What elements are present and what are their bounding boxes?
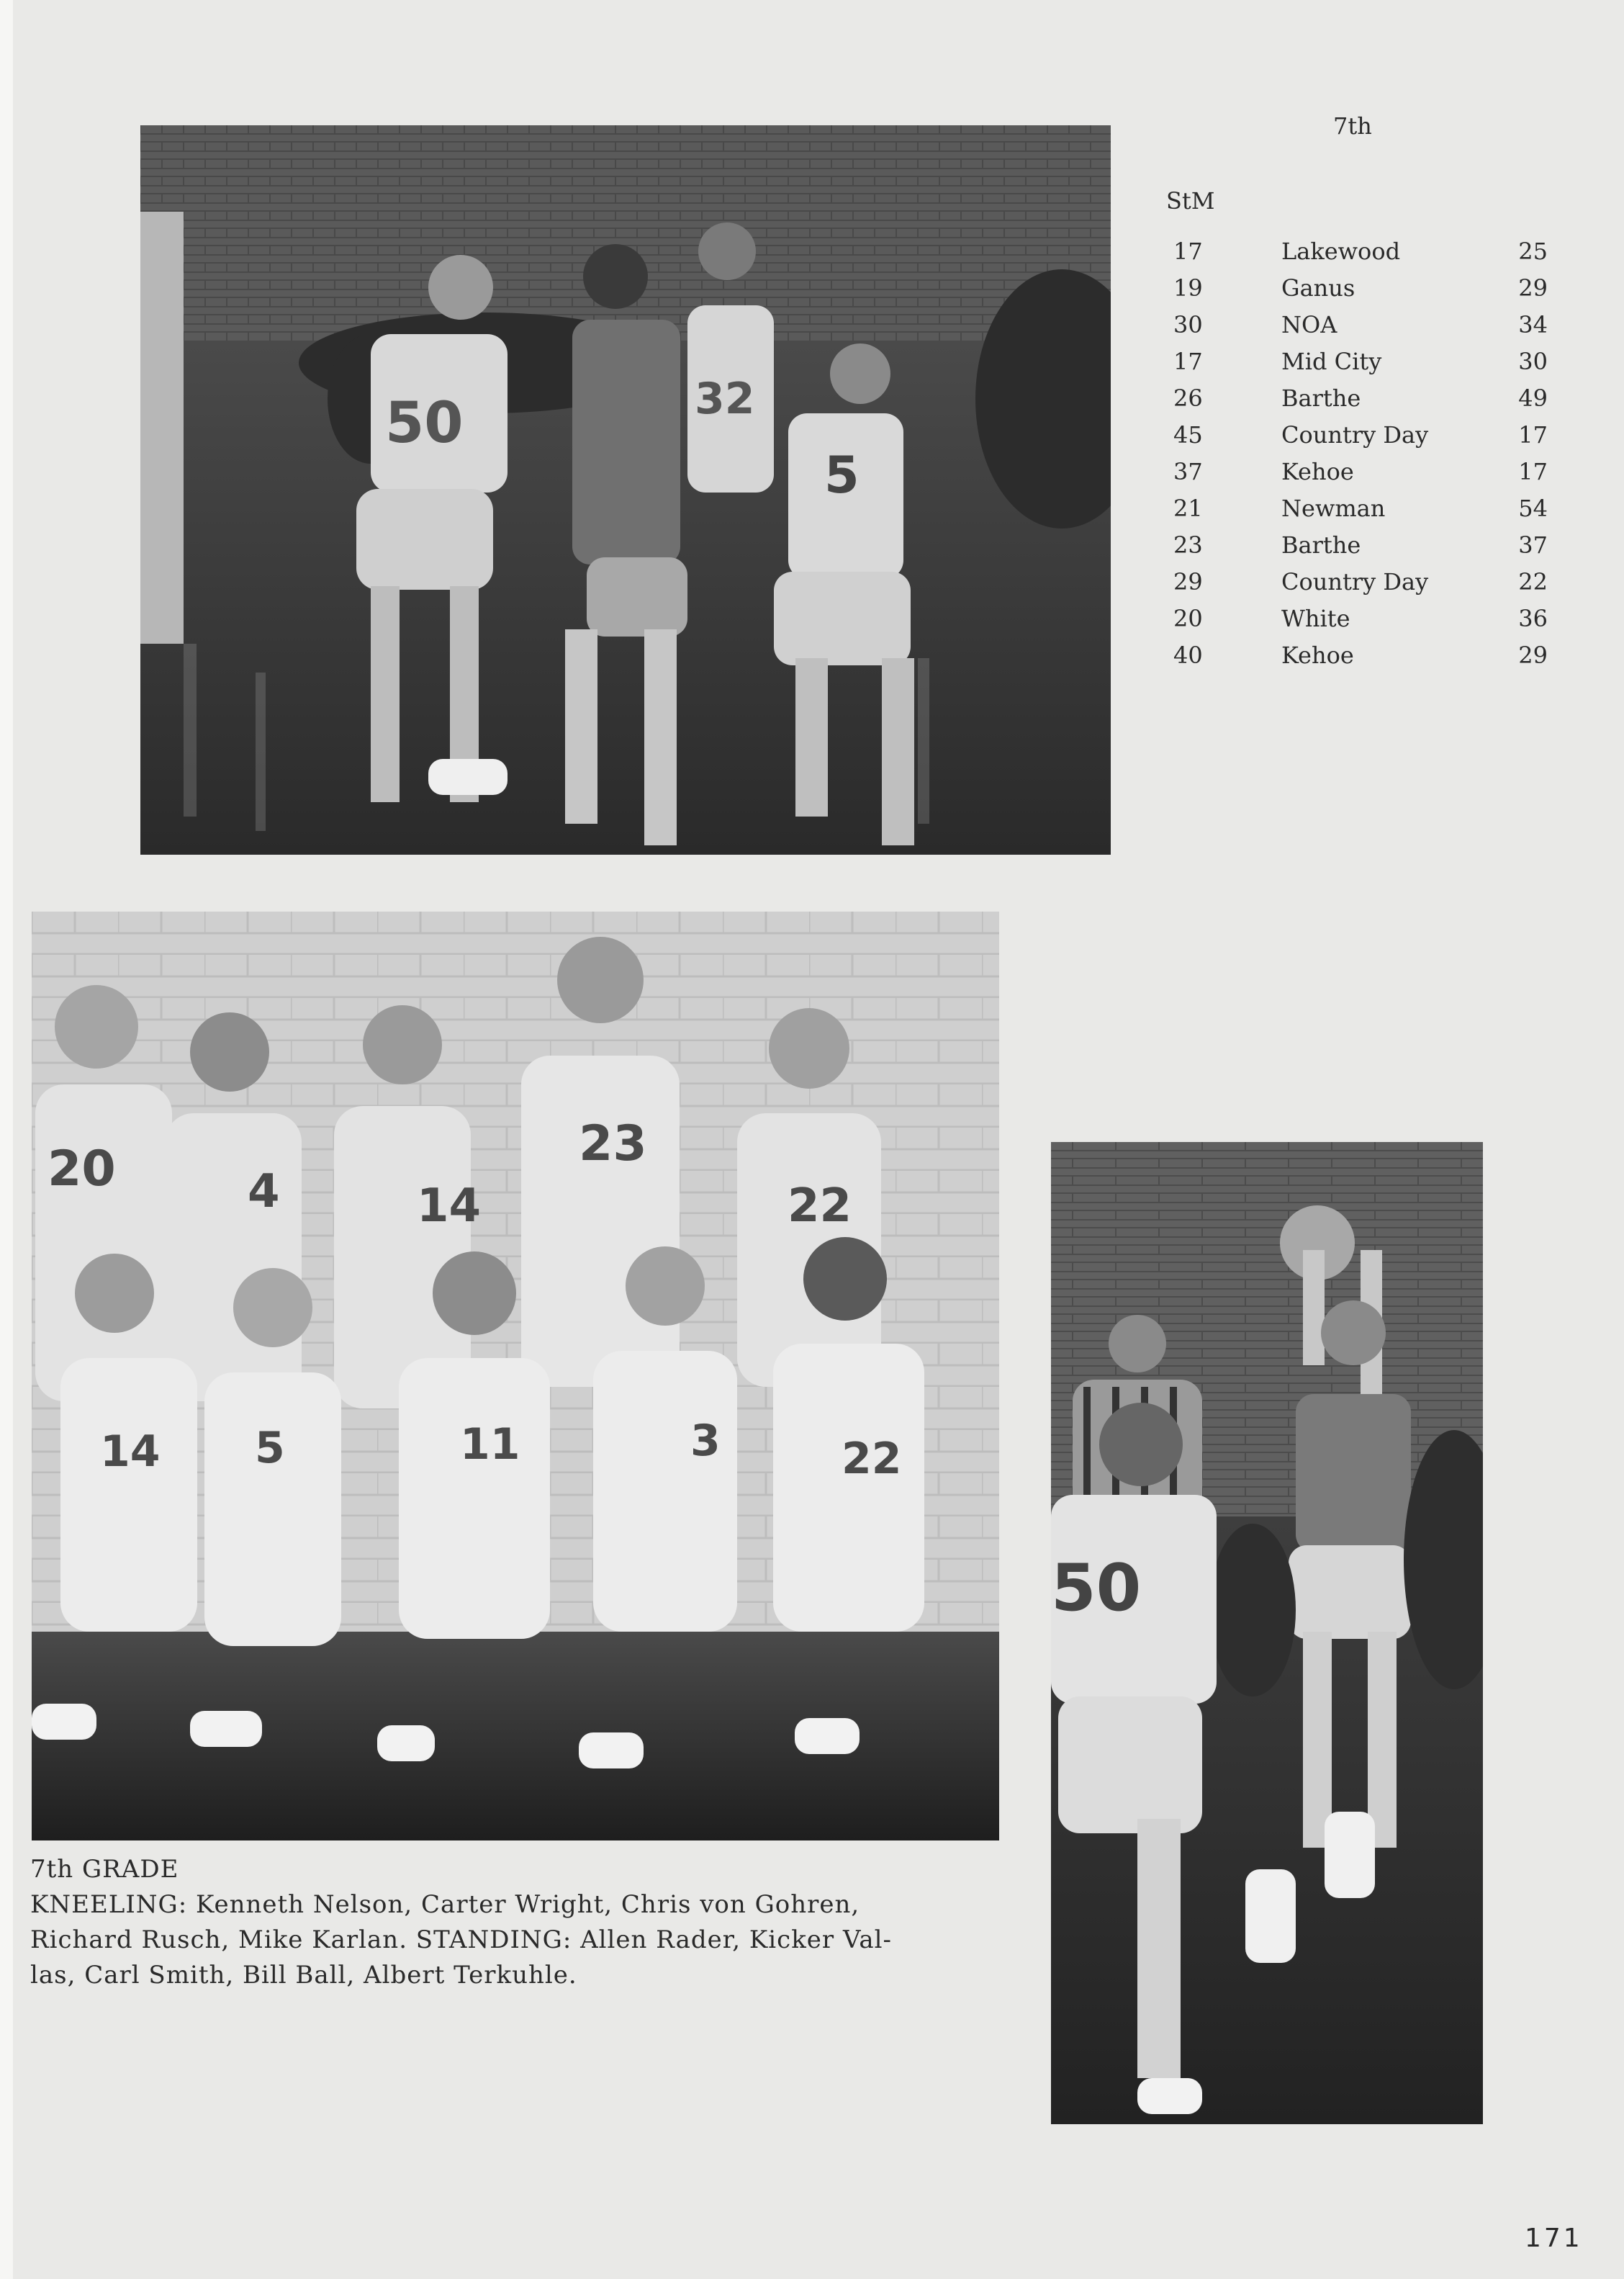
schedule-grade-label: 7th [1333, 112, 1372, 140]
schedule-row [1173, 348, 1548, 385]
caption-line: KNEELING: Kenneth Nelson, Carter Wright, Chris von Gohren, [30, 1890, 860, 1919]
opponent-name: Kehoe [1281, 458, 1354, 485]
opponent-name: White [1281, 605, 1350, 632]
jersey-number-14-kneeling: 14 [100, 1426, 161, 1477]
schedule-row [1173, 495, 1548, 531]
jersey-number-22-kneeling: 22 [842, 1434, 902, 1484]
our-score: 23 [1173, 531, 1203, 559]
caption-heading: 7th GRADE [30, 1855, 179, 1884]
our-score: 26 [1173, 385, 1203, 412]
page-number: 171 [1525, 2224, 1583, 2253]
schedule-row [1173, 421, 1548, 458]
schedule-team-abbrev: StM [1166, 187, 1215, 215]
opponent-score: 25 [1518, 238, 1548, 265]
schedule-row [1173, 238, 1548, 274]
jersey-number-23: 23 [579, 1115, 647, 1172]
our-score: 30 [1173, 311, 1203, 338]
schedule-row [1173, 642, 1548, 678]
opponent-score: 49 [1518, 385, 1548, 412]
opponent-score: 36 [1518, 605, 1548, 632]
schedule-row [1173, 274, 1548, 311]
opponent-score: 22 [1518, 568, 1548, 595]
our-score: 37 [1173, 458, 1203, 485]
schedule-row [1173, 311, 1548, 348]
opponent-name: Barthe [1281, 385, 1361, 412]
opponent-name: Newman [1281, 495, 1386, 522]
opponent-name: Country Day [1281, 568, 1429, 595]
schedule-row [1173, 531, 1548, 568]
our-score: 20 [1173, 605, 1203, 632]
jersey-number-11: 11 [460, 1419, 520, 1470]
opponent-score: 30 [1518, 348, 1548, 375]
jersey-number-22: 22 [788, 1179, 852, 1233]
page-edge [0, 0, 13, 2279]
jersey-number-50: 50 [385, 391, 464, 456]
schedule-table [1173, 238, 1548, 678]
jersey-number-32: 32 [695, 374, 755, 424]
caption-line: Richard Rusch, Mike Karlan. STANDING: Allen Rader, Kicker Val- [30, 1925, 893, 1954]
schedule-row [1173, 605, 1548, 642]
jersey-number-5: 5 [824, 446, 860, 505]
jersey-number-5: 5 [255, 1423, 285, 1473]
game-action-photo [140, 125, 1111, 855]
our-score: 45 [1173, 421, 1203, 449]
opponent-score: 29 [1518, 274, 1548, 302]
team-photo-caption [30, 1852, 908, 1993]
opponent-score: 17 [1518, 458, 1548, 485]
opponent-name: Barthe [1281, 531, 1361, 559]
opponent-score: 17 [1518, 421, 1548, 449]
schedule-row [1173, 568, 1548, 605]
schedule-row [1173, 385, 1548, 421]
opponent-score: 37 [1518, 531, 1548, 559]
our-score: 40 [1173, 642, 1203, 669]
caption-line: las, Carl Smith, Bill Ball, Albert Terkuhle. [30, 1961, 577, 1990]
jersey-number-3: 3 [690, 1416, 721, 1466]
jersey-number-14: 14 [417, 1179, 482, 1233]
our-score: 21 [1173, 495, 1203, 522]
opponent-score: 29 [1518, 642, 1548, 669]
jump-shot-photo [1051, 1142, 1483, 2124]
opponent-score: 54 [1518, 495, 1548, 522]
opponent-name: NOA [1281, 311, 1337, 338]
team-photo [32, 912, 999, 1840]
opponent-name: Ganus [1281, 274, 1355, 302]
opponent-name: Country Day [1281, 421, 1429, 449]
opponent-name: Mid City [1281, 348, 1382, 375]
our-score: 29 [1173, 568, 1203, 595]
opponent-name: Lakewood [1281, 238, 1401, 265]
our-score: 17 [1173, 348, 1203, 375]
opponent-name: Kehoe [1281, 642, 1354, 669]
our-score: 19 [1173, 274, 1203, 302]
our-score: 17 [1173, 238, 1203, 265]
schedule-row [1173, 458, 1548, 495]
opponent-score: 34 [1518, 311, 1548, 338]
jersey-number-20: 20 [48, 1141, 116, 1197]
jersey-number-4: 4 [248, 1165, 280, 1218]
jersey-number-50: 50 [1051, 1550, 1142, 1626]
